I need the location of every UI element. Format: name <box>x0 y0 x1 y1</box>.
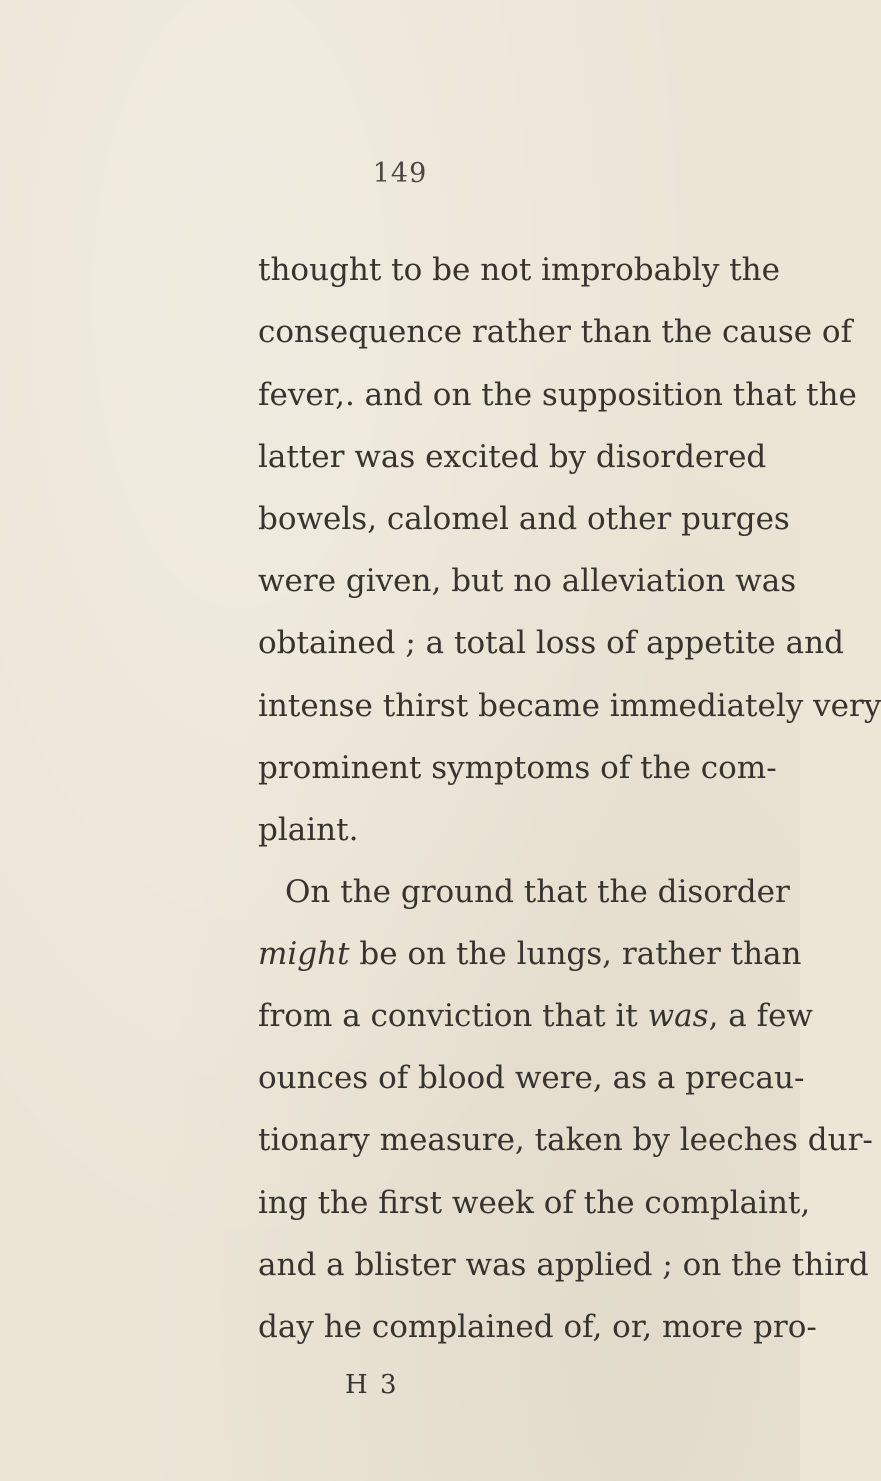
text-line: obtained ; a total loss of appetite and <box>258 625 844 661</box>
page-number: 149 <box>372 158 428 189</box>
signature-mark: H 3 <box>345 1370 399 1400</box>
text-line: were given, but no alleviation was <box>258 563 797 599</box>
text-line: intense thirst became immediately very <box>258 688 881 724</box>
text-line: from a conviction that it was, a few <box>258 998 813 1034</box>
italic-word: might <box>258 936 350 972</box>
italic-word: was <box>647 998 709 1034</box>
text-line: bowels, calomel and other purges <box>258 501 790 537</box>
text-line: fever,. and on the supposition that the <box>258 377 857 413</box>
text-line: plaint. <box>258 812 359 848</box>
text-line: day he complained of, or, more pro- <box>258 1309 817 1345</box>
text-line: latter was excited by disordered <box>258 439 767 475</box>
text-line: ounces of blood were, as a precau- <box>258 1060 805 1096</box>
text-line: and a blister was applied ; on the third <box>258 1247 869 1283</box>
text-line: ing the first week of the complaint, <box>258 1185 811 1221</box>
text-line: tionary measure, taken by leeches dur- <box>258 1122 873 1158</box>
text-line-italic-start: might be on the lungs, rather than <box>258 936 802 972</box>
text-line: thought to be not improbably the <box>258 252 780 288</box>
text-line: prominent symptoms of the com- <box>258 750 777 786</box>
text-line: consequence rather than the cause of <box>258 314 853 350</box>
text-line: On the ground that the disorder <box>285 874 790 910</box>
